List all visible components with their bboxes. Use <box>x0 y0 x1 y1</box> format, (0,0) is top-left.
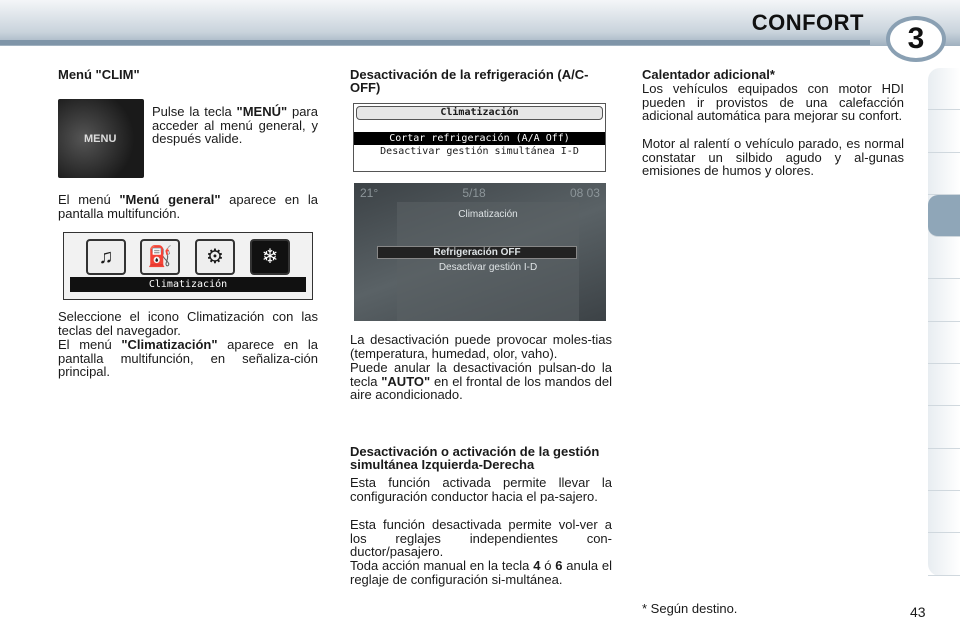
paragraph: Los vehículos equipados con motor HDI pueden ir provistos de una calefacción adicional automática para mejorar su confort. <box>642 81 904 123</box>
chapter-tabs <box>928 68 960 576</box>
chapter-tab[interactable] <box>928 491 960 533</box>
paragraph: Toda acción manual en la tecla 4 ó 6 anula el reglaje de configuración si-multánea. <box>350 558 612 587</box>
clock: 08 03 <box>569 186 600 200</box>
track-number: 5/18 <box>462 186 486 200</box>
general-menu-screen <box>63 232 313 300</box>
section-heading-ac-off: Desactivación de la refrigeración (A/C-OFF) <box>350 67 589 95</box>
menu-button-photo <box>58 99 144 178</box>
paragraph: Motor al ralentí o vehículo parado, es normal constatar un silbido agudo y al-gunas emisiones de humos y olores. <box>642 136 904 178</box>
section-heading-clim: Menú "CLIM" <box>58 67 140 82</box>
chapter-title: CONFORT <box>751 10 864 35</box>
menu-item-selected: Cortar refrigeración (A/A Off) <box>354 132 605 145</box>
page-number: 43 <box>910 604 926 620</box>
chapter-number: 3 <box>886 16 946 62</box>
menu-photo-label: MENU <box>84 133 117 145</box>
chapter-tab[interactable] <box>928 110 960 152</box>
section-heading-heater: Calentador adicional* <box>642 67 775 82</box>
audio-icon: ♫ <box>86 239 126 275</box>
menu-item-selected: Refrigeración OFF <box>377 246 577 259</box>
chapter-tab[interactable] <box>928 406 960 448</box>
section-heading-id: Desactivación o activación de la gestión simultánea Izquierda-Derecha <box>350 444 600 472</box>
chapter-tab[interactable] <box>928 279 960 321</box>
chapter-tab[interactable] <box>928 364 960 406</box>
settings-sliders-icon: ⚙ <box>195 239 235 275</box>
chapter-tab[interactable] <box>928 533 960 575</box>
screen-title: Climatización <box>356 106 603 120</box>
chapter-tab[interactable] <box>928 322 960 364</box>
menu-item: Desactivar gestión I-D <box>438 261 538 273</box>
fuel-trip-icon: ⛽ <box>140 239 180 275</box>
paragraph: Esta función activada permite llevar la configuración conductor hacia el pa-sajero. <box>350 475 612 504</box>
paragraph: Seleccione el icono Climatización con las teclas del navegador. <box>58 309 318 338</box>
screen-label: Climatización <box>70 277 306 292</box>
temperature: 21° <box>360 186 379 200</box>
paragraph: Puede anular la desactivación pulsan-do la tecla "AUTO" en el frontal de los mandos del aire acondicionado. <box>350 360 613 402</box>
climate-menu-screen-color <box>354 183 606 321</box>
chapter-tab[interactable] <box>928 68 960 110</box>
paragraph: El menú "Climatización" aparece en la pantalla multifunción, en señaliza-ción principal. <box>58 337 318 379</box>
paragraph: La desactivación puede provocar moles-tias (temperatura, humedad, olor, vaho). <box>350 332 612 361</box>
paragraph: El menú "Menú general" aparece en la pantalla multifunción. <box>58 192 318 221</box>
paragraph: Pulse la tecla "MENÚ" para acceder al menú general, y después valide. <box>152 104 318 146</box>
screen-title: Climatización <box>458 209 518 220</box>
climate-icon: ❄ <box>250 239 290 275</box>
chapter-tab-active[interactable] <box>928 195 960 237</box>
paragraph: Esta función desactivada permite vol-ver a los reglajes independientes con-ductor/pasajero. <box>350 517 612 559</box>
chapter-tab[interactable] <box>928 237 960 279</box>
footnote: * Según destino. <box>642 601 738 616</box>
climate-menu-screen-monochrome <box>353 103 606 172</box>
chapter-tab[interactable] <box>928 449 960 491</box>
chapter-tab[interactable] <box>928 153 960 195</box>
menu-item: Desactivar gestión simultánea I-D <box>380 146 579 157</box>
